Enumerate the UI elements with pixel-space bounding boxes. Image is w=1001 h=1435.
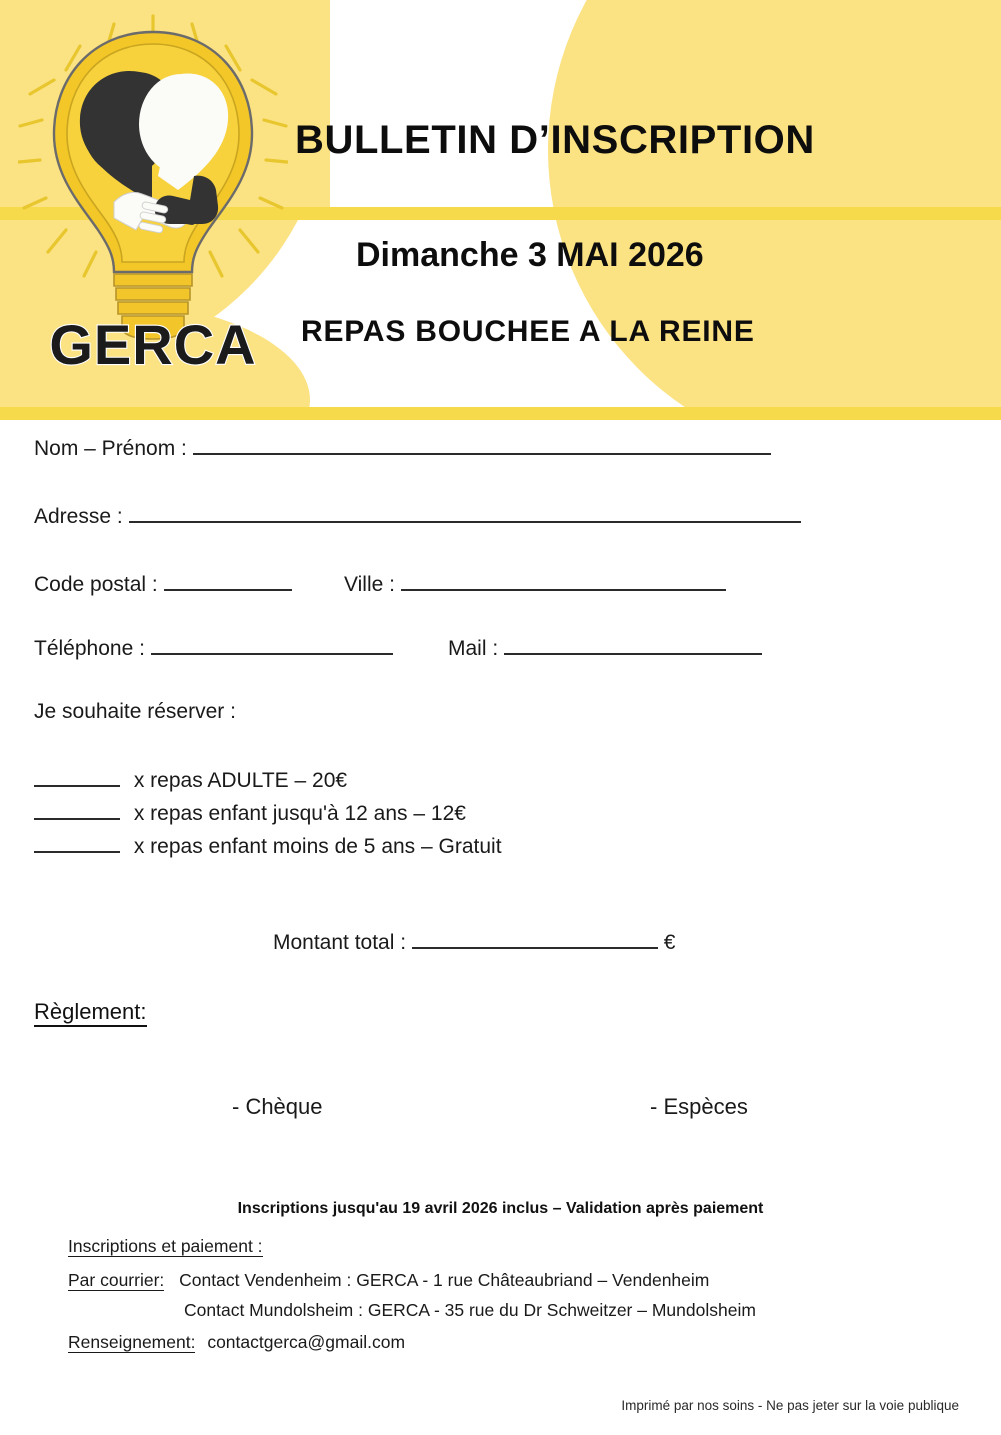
input-adresse[interactable] xyxy=(129,502,801,523)
field-ville xyxy=(344,570,726,596)
payment-option-especes[interactable]: - Espèces xyxy=(650,1094,748,1119)
field-montant-total xyxy=(273,928,675,954)
meal-label-enfant-12: x repas enfant jusqu'à 12 ans – 12€ xyxy=(133,801,466,825)
registration-deadline: Inscriptions jusqu'au 19 avril 2026 inclus – Validation après paiement xyxy=(237,1200,764,1217)
header-banner xyxy=(0,0,1001,420)
gerca-wordmark: GERCA xyxy=(49,313,257,368)
page-title: BULLETIN D’INSCRIPTION xyxy=(295,118,815,162)
par-courrier-label: Par courrier: xyxy=(68,1270,165,1290)
input-ville[interactable] xyxy=(401,570,726,591)
input-montant-total[interactable] xyxy=(412,928,658,949)
currency-symbol: € xyxy=(663,930,676,954)
label-mail: Mail : xyxy=(448,636,499,660)
meal-label-enfant-5: x repas enfant moins de 5 ans – Gratuit xyxy=(133,834,502,858)
header-divider-bottom xyxy=(0,407,1001,420)
reglement-heading: Règlement: xyxy=(34,1000,147,1027)
label-adresse: Adresse : xyxy=(34,504,123,528)
field-mail xyxy=(448,634,762,660)
inscriptions-paiement-text: Inscriptions et paiement : xyxy=(68,1236,263,1256)
label-telephone: Téléphone : xyxy=(34,636,145,660)
input-qty-adulte[interactable] xyxy=(34,766,120,787)
input-nom-prenom[interactable] xyxy=(193,434,771,455)
input-telephone[interactable] xyxy=(151,634,393,655)
label-code-postal: Code postal : xyxy=(34,572,158,596)
renseignement-row xyxy=(68,1332,405,1353)
meal-line-adulte xyxy=(34,766,347,792)
event-meal-name: REPAS BOUCHEE A LA REINE xyxy=(301,315,755,348)
contact-mundolsheim-row: Contact Mundolsheim : GERCA - 35 rue du Dr Schweitzer – Mundolsheim xyxy=(184,1300,756,1320)
label-nom-prenom: Nom – Prénom : xyxy=(34,436,187,460)
renseignement-email[interactable]: contactgerca@gmail.com xyxy=(207,1332,406,1352)
renseignement-label: Renseignement: xyxy=(68,1332,196,1352)
field-adresse xyxy=(34,502,801,528)
imprint-notice: Imprimé par nos soins - Ne pas jeter sur la voie publique xyxy=(621,1398,959,1413)
event-date: Dimanche 3 MAI 2026 xyxy=(356,236,704,274)
input-code-postal[interactable] xyxy=(164,570,292,591)
field-code-postal xyxy=(34,570,292,596)
field-telephone xyxy=(34,634,393,660)
input-qty-enfant-12[interactable] xyxy=(34,799,120,820)
reserve-heading: Je souhaite réserver : xyxy=(34,700,236,723)
lightbulb-heart-handshake-icon xyxy=(18,8,288,368)
meal-line-enfant-5 xyxy=(34,832,502,858)
gerca-logo xyxy=(18,8,288,368)
label-ville: Ville : xyxy=(344,572,395,596)
meal-label-adulte: x repas ADULTE – 20€ xyxy=(133,768,348,792)
input-qty-enfant-5[interactable] xyxy=(34,832,120,853)
input-mail[interactable] xyxy=(504,634,762,655)
payment-option-cheque[interactable]: - Chèque xyxy=(232,1094,323,1119)
contact-vendenheim: Contact Vendenheim : GERCA - 1 rue Châteaubriand – Vendenheim xyxy=(179,1270,710,1290)
label-montant-total: Montant total : xyxy=(273,930,407,954)
par-courrier-row xyxy=(68,1270,709,1291)
meal-line-enfant-12 xyxy=(34,799,466,825)
inscriptions-paiement-label xyxy=(68,1236,263,1257)
field-nom-prenom xyxy=(34,434,771,460)
